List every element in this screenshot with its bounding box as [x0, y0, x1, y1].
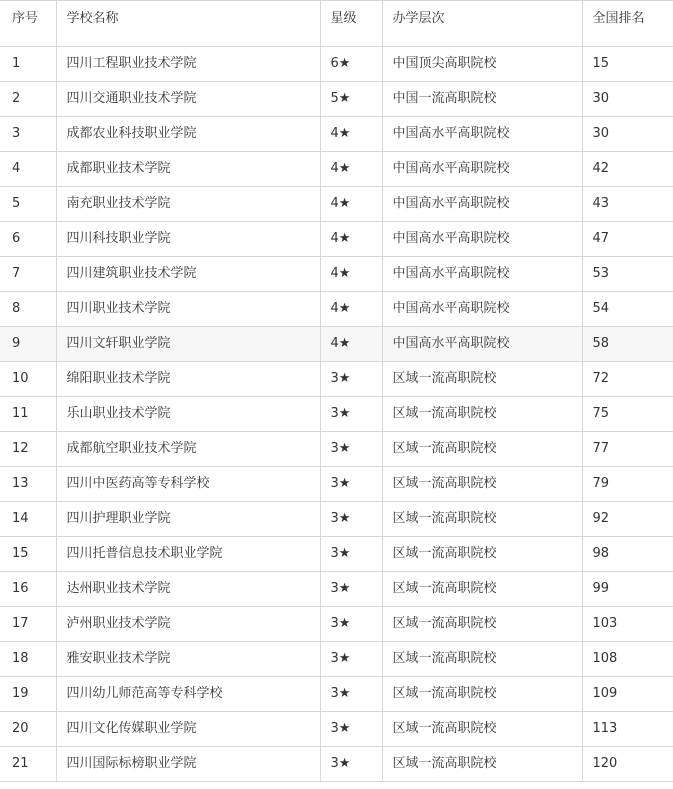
- cell-school-name: 四川文轩职业学院: [56, 327, 320, 362]
- cell-national-rank: 99: [582, 572, 673, 607]
- cell-index: 7: [0, 257, 56, 292]
- cell-star-level: 3★: [320, 432, 382, 467]
- cell-school-name: 四川托普信息技术职业学院: [56, 537, 320, 572]
- cell-school-name: 泸州职业技术学院: [56, 607, 320, 642]
- cell-index: 10: [0, 362, 56, 397]
- cell-star-level: 4★: [320, 327, 382, 362]
- cell-school-level: 中国高水平高职院校: [382, 152, 582, 187]
- cell-school-name: 成都农业科技职业学院: [56, 117, 320, 152]
- cell-index: 6: [0, 222, 56, 257]
- table-row: [0, 712, 673, 747]
- cell-star-level: 3★: [320, 642, 382, 677]
- cell-school-level: 中国高水平高职院校: [382, 327, 582, 362]
- table-row: [0, 432, 673, 467]
- cell-index: 11: [0, 397, 56, 432]
- cell-star-level: 3★: [320, 467, 382, 502]
- table-row: [0, 677, 673, 712]
- cell-star-level: 4★: [320, 222, 382, 257]
- table-row: [0, 257, 673, 292]
- cell-star-level: 4★: [320, 187, 382, 222]
- cell-national-rank: 77: [582, 432, 673, 467]
- cell-national-rank: 30: [582, 117, 673, 152]
- cell-school-level: 区域一流高职院校: [382, 712, 582, 747]
- cell-school-level: 中国高水平高职院校: [382, 257, 582, 292]
- cell-school-name: 绵阳职业技术学院: [56, 362, 320, 397]
- cell-index: 9: [0, 327, 56, 362]
- table-header-row: [0, 1, 673, 47]
- header-index: 序号: [0, 1, 56, 47]
- cell-index: 2: [0, 82, 56, 117]
- cell-school-level: 区域一流高职院校: [382, 432, 582, 467]
- cell-school-name: 成都职业技术学院: [56, 152, 320, 187]
- cell-school-name: 四川建筑职业技术学院: [56, 257, 320, 292]
- cell-school-name: 四川交通职业技术学院: [56, 82, 320, 117]
- table-row: [0, 537, 673, 572]
- cell-star-level: 4★: [320, 292, 382, 327]
- table-row: [0, 362, 673, 397]
- cell-index: 19: [0, 677, 56, 712]
- cell-school-level: 区域一流高职院校: [382, 502, 582, 537]
- table-row: [0, 397, 673, 432]
- cell-school-level: 中国高水平高职院校: [382, 292, 582, 327]
- cell-school-level: 区域一流高职院校: [382, 537, 582, 572]
- cell-star-level: 3★: [320, 607, 382, 642]
- cell-school-level: 区域一流高职院校: [382, 572, 582, 607]
- cell-school-name: 四川科技职业学院: [56, 222, 320, 257]
- cell-national-rank: 43: [582, 187, 673, 222]
- cell-index: 15: [0, 537, 56, 572]
- cell-index: 12: [0, 432, 56, 467]
- table-body: [0, 47, 673, 782]
- table-row: [0, 607, 673, 642]
- table-row: [0, 642, 673, 677]
- cell-index: 21: [0, 747, 56, 782]
- cell-school-name: 四川职业技术学院: [56, 292, 320, 327]
- cell-school-name: 四川文化传媒职业学院: [56, 712, 320, 747]
- table-row: [0, 222, 673, 257]
- cell-national-rank: 75: [582, 397, 673, 432]
- cell-national-rank: 42: [582, 152, 673, 187]
- cell-national-rank: 79: [582, 467, 673, 502]
- cell-school-name: 雅安职业技术学院: [56, 642, 320, 677]
- cell-star-level: 3★: [320, 677, 382, 712]
- cell-school-level: 区域一流高职院校: [382, 362, 582, 397]
- cell-star-level: 3★: [320, 572, 382, 607]
- cell-school-level: 区域一流高职院校: [382, 397, 582, 432]
- cell-school-name: 乐山职业技术学院: [56, 397, 320, 432]
- table-row: [0, 152, 673, 187]
- table-row: [0, 82, 673, 117]
- cell-index: 17: [0, 607, 56, 642]
- cell-star-level: 4★: [320, 152, 382, 187]
- cell-index: 1: [0, 47, 56, 82]
- table-row: [0, 572, 673, 607]
- header-school-level: 办学层次: [382, 1, 582, 47]
- header-school-name: 学校名称: [56, 1, 320, 47]
- cell-star-level: 3★: [320, 537, 382, 572]
- cell-index: 13: [0, 467, 56, 502]
- cell-school-level: 区域一流高职院校: [382, 747, 582, 782]
- cell-school-name: 四川幼儿师范高等专科学校: [56, 677, 320, 712]
- cell-school-name: 四川工程职业技术学院: [56, 47, 320, 82]
- cell-national-rank: 47: [582, 222, 673, 257]
- cell-national-rank: 30: [582, 82, 673, 117]
- cell-school-level: 区域一流高职院校: [382, 642, 582, 677]
- cell-school-name: 达州职业技术学院: [56, 572, 320, 607]
- cell-star-level: 3★: [320, 712, 382, 747]
- table-row: [0, 117, 673, 152]
- cell-national-rank: 53: [582, 257, 673, 292]
- cell-index: 20: [0, 712, 56, 747]
- table-row: [0, 467, 673, 502]
- table-row: [0, 47, 673, 82]
- cell-national-rank: 15: [582, 47, 673, 82]
- cell-star-level: 4★: [320, 117, 382, 152]
- cell-national-rank: 113: [582, 712, 673, 747]
- cell-star-level: 6★: [320, 47, 382, 82]
- cell-star-level: 4★: [320, 257, 382, 292]
- cell-school-level: 中国一流高职院校: [382, 82, 582, 117]
- cell-index: 16: [0, 572, 56, 607]
- cell-school-name: 四川国际标榜职业学院: [56, 747, 320, 782]
- cell-national-rank: 103: [582, 607, 673, 642]
- cell-national-rank: 54: [582, 292, 673, 327]
- table-row: [0, 292, 673, 327]
- cell-school-level: 区域一流高职院校: [382, 607, 582, 642]
- cell-index: 18: [0, 642, 56, 677]
- cell-star-level: 3★: [320, 362, 382, 397]
- cell-school-level: 中国顶尖高职院校: [382, 47, 582, 82]
- cell-school-name: 成都航空职业技术学院: [56, 432, 320, 467]
- cell-school-level: 区域一流高职院校: [382, 677, 582, 712]
- header-national-rank: 全国排名: [582, 1, 673, 47]
- cell-national-rank: 58: [582, 327, 673, 362]
- cell-national-rank: 109: [582, 677, 673, 712]
- cell-school-level: 区域一流高职院校: [382, 467, 582, 502]
- table-row: [0, 187, 673, 222]
- cell-index: 5: [0, 187, 56, 222]
- cell-index: 14: [0, 502, 56, 537]
- cell-national-rank: 98: [582, 537, 673, 572]
- cell-index: 8: [0, 292, 56, 327]
- cell-star-level: 3★: [320, 397, 382, 432]
- table-row: [0, 502, 673, 537]
- cell-index: 4: [0, 152, 56, 187]
- cell-school-level: 中国高水平高职院校: [382, 222, 582, 257]
- cell-school-name: 南充职业技术学院: [56, 187, 320, 222]
- cell-school-name: 四川中医药高等专科学校: [56, 467, 320, 502]
- cell-star-level: 3★: [320, 747, 382, 782]
- header-star-level: 星级: [320, 1, 382, 47]
- cell-national-rank: 108: [582, 642, 673, 677]
- table-row: [0, 747, 673, 782]
- table-row: [0, 327, 673, 362]
- cell-school-level: 中国高水平高职院校: [382, 187, 582, 222]
- cell-national-rank: 72: [582, 362, 673, 397]
- cell-national-rank: 120: [582, 747, 673, 782]
- cell-school-level: 中国高水平高职院校: [382, 117, 582, 152]
- cell-star-level: 5★: [320, 82, 382, 117]
- cell-index: 3: [0, 117, 56, 152]
- cell-star-level: 3★: [320, 502, 382, 537]
- cell-national-rank: 92: [582, 502, 673, 537]
- cell-school-name: 四川护理职业学院: [56, 502, 320, 537]
